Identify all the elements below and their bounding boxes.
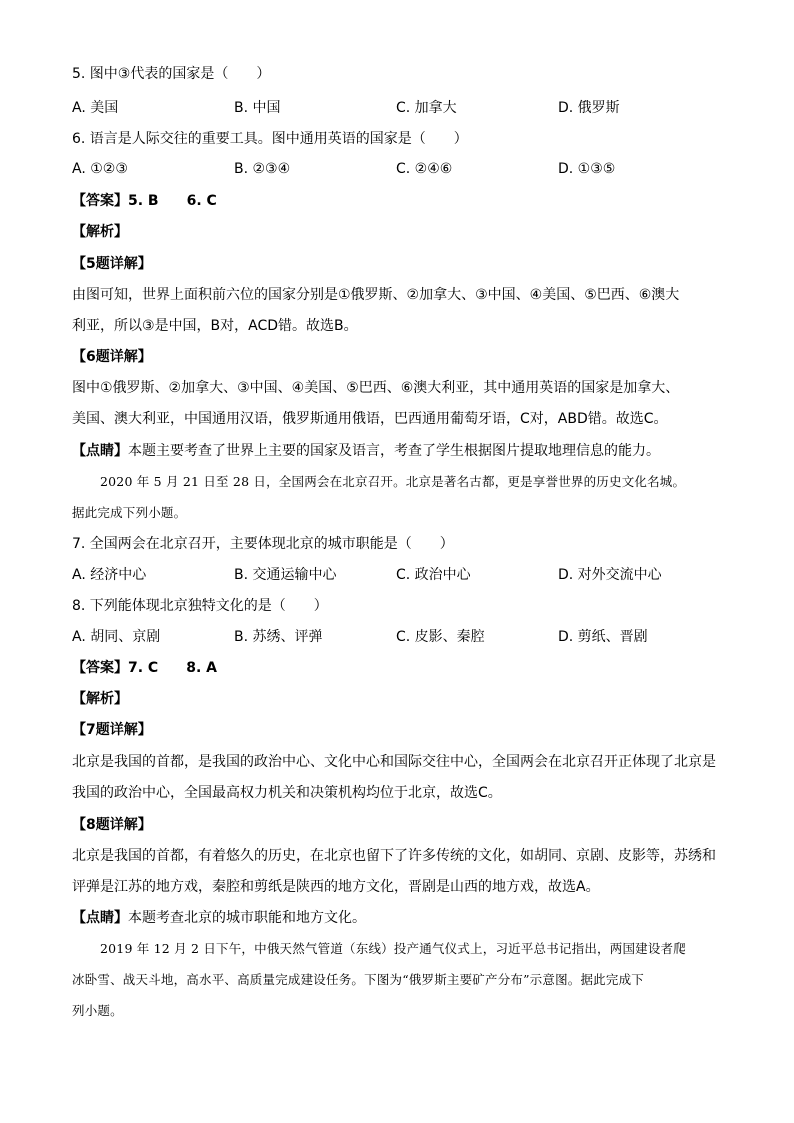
detail-7-title: 【7题详解】: [72, 722, 152, 738]
comment-5-6: [72, 441, 660, 461]
question-5-option-c: C. 加拿大: [396, 100, 457, 116]
detail-5-line-1: 由图可知，世界上面积前六位的国家分别是①俄罗斯、②加拿大、③中国、④美国、⑤巴西、⑥澳大: [72, 287, 680, 303]
detail-6-line-1: 图中①俄罗斯、②加拿大、③中国、④美国、⑤巴西、⑥澳大利亚，其中通用英语的国家是加拿大、: [72, 380, 680, 396]
detail-8-line-1: 北京是我国的首都，有着悠久的历史，在北京也留下了许多传统的文化，如胡同、京剧、皮影等，苏绣和: [72, 848, 716, 864]
question-8-option-d: D. 剪纸、晋剧: [558, 629, 648, 645]
question-6-option-d: D. ①③⑤: [558, 161, 616, 177]
answer-value: 7. C 8. A: [128, 660, 217, 676]
passage-3-line-3: 列小题。: [72, 1003, 123, 1018]
question-6-option-a: A. ①②③: [72, 161, 128, 177]
detail-5-line-2: 利亚，所以③是中国，B对，ACD错。故选B。: [72, 318, 358, 334]
answer-5-6: [72, 191, 217, 211]
answer-label: 【答案】: [72, 193, 128, 209]
answer-7-8: [72, 658, 217, 678]
question-8-option-b: B. 苏绣、评弹: [234, 629, 323, 645]
answer-label: 【答案】: [72, 660, 128, 676]
question-7-option-b: B. 交通运输中心: [234, 567, 337, 583]
question-8-option-c: C. 皮影、秦腔: [396, 629, 485, 645]
detail-8-title: 【8题详解】: [72, 817, 152, 833]
question-5-option-a: A. 美国: [72, 100, 119, 116]
detail-8-line-2: 评弹是江苏的地方戏，秦腔和剪纸是陕西的地方文化，晋剧是山西的地方戏，故选A。: [72, 879, 600, 895]
question-7-stem: 7. 全国两会在北京召开，主要体现北京的城市职能是（ ）: [72, 536, 454, 552]
question-7-option-c: C. 政治中心: [396, 567, 471, 583]
question-5-option-b: B. 中国: [234, 100, 281, 116]
detail-6-title: 【6题详解】: [72, 349, 152, 365]
question-8-stem: 8. 下列能体现北京独特文化的是（ ）: [72, 598, 328, 614]
detail-6-line-2: 美国、澳大利亚，中国通用汉语，俄罗斯通用俄语，巴西通用葡萄牙语，C对，ABD错。故选C。: [72, 411, 668, 427]
comment-label: 【点睛】: [72, 443, 128, 459]
comment-label: 【点睛】: [72, 910, 128, 926]
analysis-label-7-8: 【解析】: [72, 691, 128, 707]
passage-3-line-2: 冰卧雪、战天斗地，高水平、高质量完成建设任务。下图为“俄罗斯主要矿产分布”示意图。据此完成下: [72, 972, 644, 987]
passage-2-line-2: 据此完成下列小题。: [72, 505, 187, 520]
detail-5-title: 【5题详解】: [72, 256, 152, 272]
detail-7-line-1: 北京是我国的首都，是我国的政治中心、文化中心和国际交往中心，全国两会在北京召开正体现了北京是: [72, 754, 716, 770]
comment-text: 本题考查北京的城市职能和地方文化。: [128, 910, 366, 926]
question-5-option-d: D. 俄罗斯: [558, 100, 620, 116]
comment-7-8: [72, 908, 366, 928]
answer-value: 5. B 6. C: [128, 193, 217, 209]
question-6-option-b: B. ②③④: [234, 161, 291, 177]
question-6-stem: 6. 语言是人际交往的重要工具。图中通用英语的国家是（ ）: [72, 131, 468, 147]
question-5-stem: 5. 图中③代表的国家是（ ）: [72, 66, 271, 82]
passage-2-line-1: 2020 年 5 月 21 日至 28 日，全国两会在北京召开。北京是著名古都，更是享誉世界的历史文化名城。: [100, 474, 686, 489]
comment-text: 本题主要考查了世界上主要的国家及语言，考查了学生根据图片提取地理信息的能力。: [128, 443, 660, 459]
question-7-option-a: A. 经济中心: [72, 567, 147, 583]
analysis-label-5-6: 【解析】: [72, 224, 128, 240]
question-7-option-d: D. 对外交流中心: [558, 567, 662, 583]
question-6-option-c: C. ②④⑥: [396, 161, 453, 177]
question-8-option-a: A. 胡同、京剧: [72, 629, 161, 645]
detail-7-line-2: 我国的政治中心，全国最高权力机关和决策机构均位于北京，故选C。: [72, 785, 502, 801]
passage-3-line-1: 2019 年 12 月 2 日下午，中俄天然气管道（东线）投产通气仪式上，习近平总书记指出，两国建设者爬: [100, 941, 686, 956]
